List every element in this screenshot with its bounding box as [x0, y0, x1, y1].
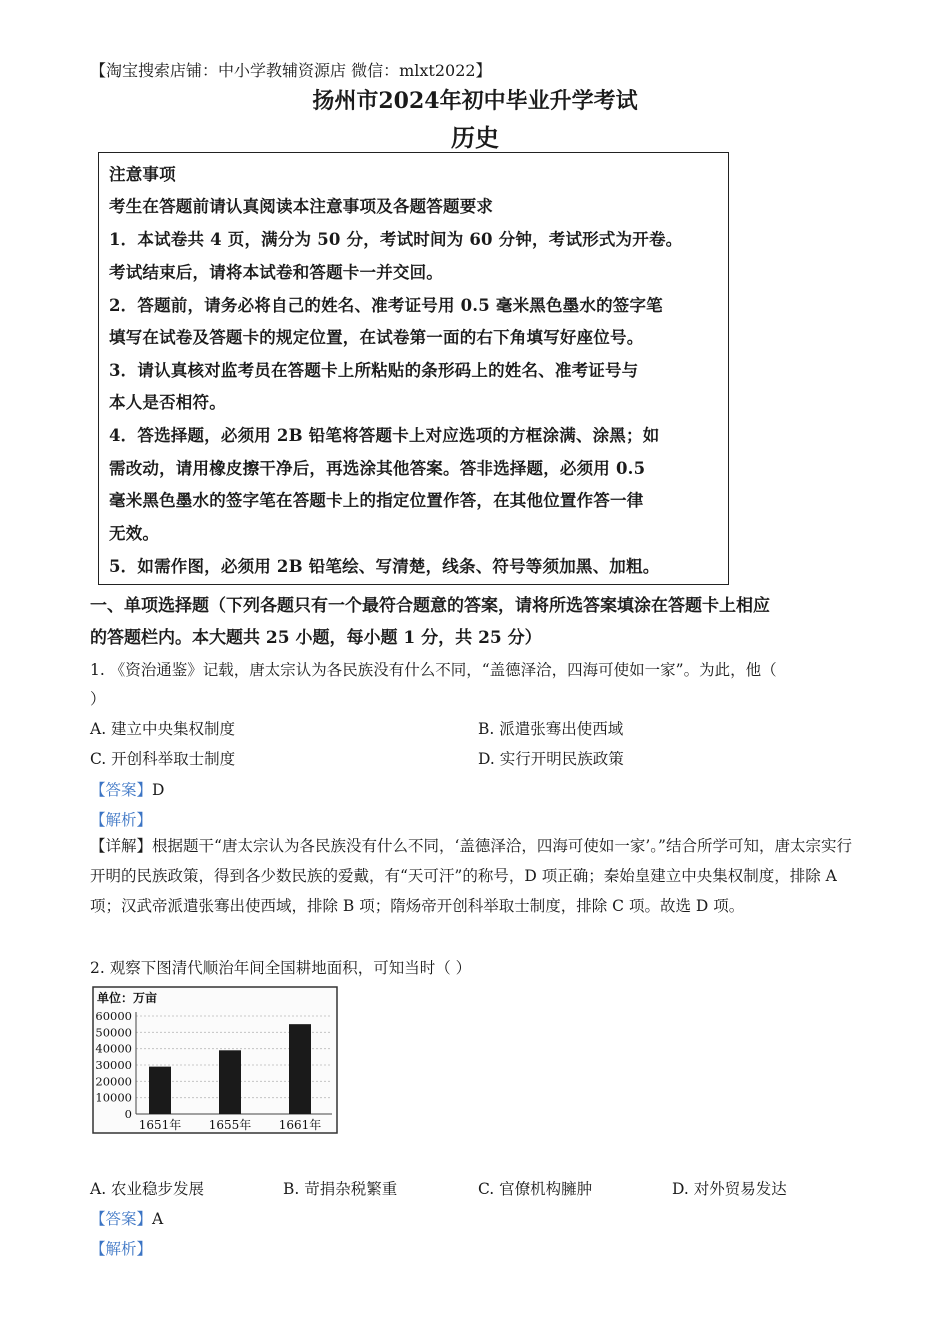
y-tick-label: 10000: [95, 1090, 132, 1105]
x-tick-label: 1661年: [278, 1118, 322, 1132]
notice-line: 1．本试卷共 4 页，满分为 50 分，考试时间为 60 分钟，考试形式为开卷。: [109, 230, 683, 249]
farmland-bar-chart: [92, 986, 338, 1136]
notice-line: 毫米黑色墨水的签字笔在答题卡上的指定位置作答，在其他位置作答一律: [109, 491, 644, 510]
notice-box: [98, 152, 729, 585]
notice-line: 5．如需作图，必须用 2B 铅笔绘、写清楚，线条、符号等须加黑、加粗。: [109, 557, 660, 576]
notice-line: 考试结束后，请将本试卷和答题卡一并交回。: [109, 263, 443, 282]
q1-option-d: D. 实行开明民族政策: [478, 750, 624, 768]
q1-option-a: A. 建立中央集权制度: [90, 720, 236, 738]
answer-label: 【答案】: [90, 1210, 153, 1228]
answer-value: D: [152, 781, 165, 799]
q2-option-d: D. 对外贸易发达: [672, 1180, 787, 1198]
q2-analysis-label: 【解析】: [90, 1240, 153, 1258]
q2-option-c: C. 官僚机构臃肿: [478, 1180, 593, 1198]
y-tick-label: 60000: [95, 1009, 132, 1023]
notice-line: 填写在试卷及答题卡的规定位置，在试卷第一面的右下角填写好座位号。: [109, 328, 644, 347]
answer-value: A: [152, 1210, 164, 1228]
section-heading-cont: 的答题栏内。本大题共 25 小题，每小题 1 分，共 25 分）: [90, 628, 542, 648]
subject-title: 历史: [451, 123, 499, 152]
q1-stem-cont: ）: [90, 690, 106, 708]
chart-unit-label: 单位：万亩: [97, 991, 158, 1005]
x-tick-label: 1651年: [138, 1118, 182, 1132]
y-tick-label: 40000: [95, 1041, 132, 1056]
q1-stem: 1. 《资治通鉴》记载，唐太宗认为各民族没有什么不同，“盖德泽洽，四海可使如一家”。为此，他（: [90, 661, 777, 679]
bar: [149, 1067, 171, 1114]
bar: [219, 1050, 241, 1114]
notice-line: 3．请认真核对监考员在答题卡上所粘贴的条形码上的姓名、准考证号与: [109, 361, 639, 380]
notice-line: 注意事项: [109, 165, 176, 184]
detail-text: 根据题干“唐太宗认为各民族没有什么不同，‘盖德泽洽，四海可使如一家’。”结合所学可知，唐太宗实行开明的民族政策，得到各少数民族的爱戴，有“天可汗”的称号，D 项正确；秦始皇建立中央集权制度，排除 A 项；汉武帝派遣张骞出使西域，排除 B 项；隋炀帝开创科举取士制度，排除 C 项。故选 D 项。: [90, 837, 852, 915]
q2-answer: [90, 1207, 163, 1229]
notice-line: 4．答选择题，必须用 2B 铅笔将答题卡上对应选项的方框涂满、涂黑；如: [109, 426, 660, 445]
q1-answer: [90, 778, 164, 800]
detail-label: 【详解】: [90, 837, 153, 855]
q2-option-a: A. 农业稳步发展: [90, 1180, 205, 1198]
q1-option-b: B. 派遣张骞出使西域: [478, 720, 624, 738]
q1-analysis-label: 【解析】: [90, 811, 153, 829]
notice-line: 无效。: [109, 524, 160, 543]
section-heading: 一、单项选择题（下列各题只有一个最符合题意的答案，请将所选答案填涂在答题卡上相应: [90, 596, 770, 616]
notice-line: 2．答题前，请务必将自己的姓名、准考证号用 0.5 毫米黑色墨水的签字笔: [109, 296, 663, 315]
y-tick-label: 30000: [95, 1058, 132, 1072]
chart-svg: [92, 986, 338, 1136]
y-tick-label: 20000: [95, 1074, 132, 1089]
exam-title: 扬州市2024年初中毕业升学考试: [312, 88, 638, 114]
bar: [289, 1024, 311, 1114]
y-tick-label: 50000: [95, 1025, 132, 1040]
source-note: 【淘宝搜索店铺：中小学教辅资源店 微信：mlxt2022】: [90, 61, 492, 80]
x-tick-label: 1655年: [208, 1118, 252, 1132]
q1-detail: [90, 831, 860, 921]
notice-line: 本人是否相符。: [109, 393, 226, 412]
q2-stem: 2. 观察下图清代顺治年间全国耕地面积，可知当时（ ）: [90, 959, 472, 977]
notice-line: 需改动，请用橡皮擦干净后，再选涂其他答案。答非选择题，必须用 0.5: [109, 459, 646, 478]
q2-option-b: B. 苛捐杂税繁重: [283, 1180, 398, 1198]
notice-line: 考生在答题前请认真阅读本注意事项及各题答题要求: [109, 197, 494, 216]
q1-option-c: C. 开创科举取士制度: [90, 750, 236, 768]
answer-label: 【答案】: [90, 781, 153, 799]
y-tick-label: 0: [124, 1107, 132, 1121]
